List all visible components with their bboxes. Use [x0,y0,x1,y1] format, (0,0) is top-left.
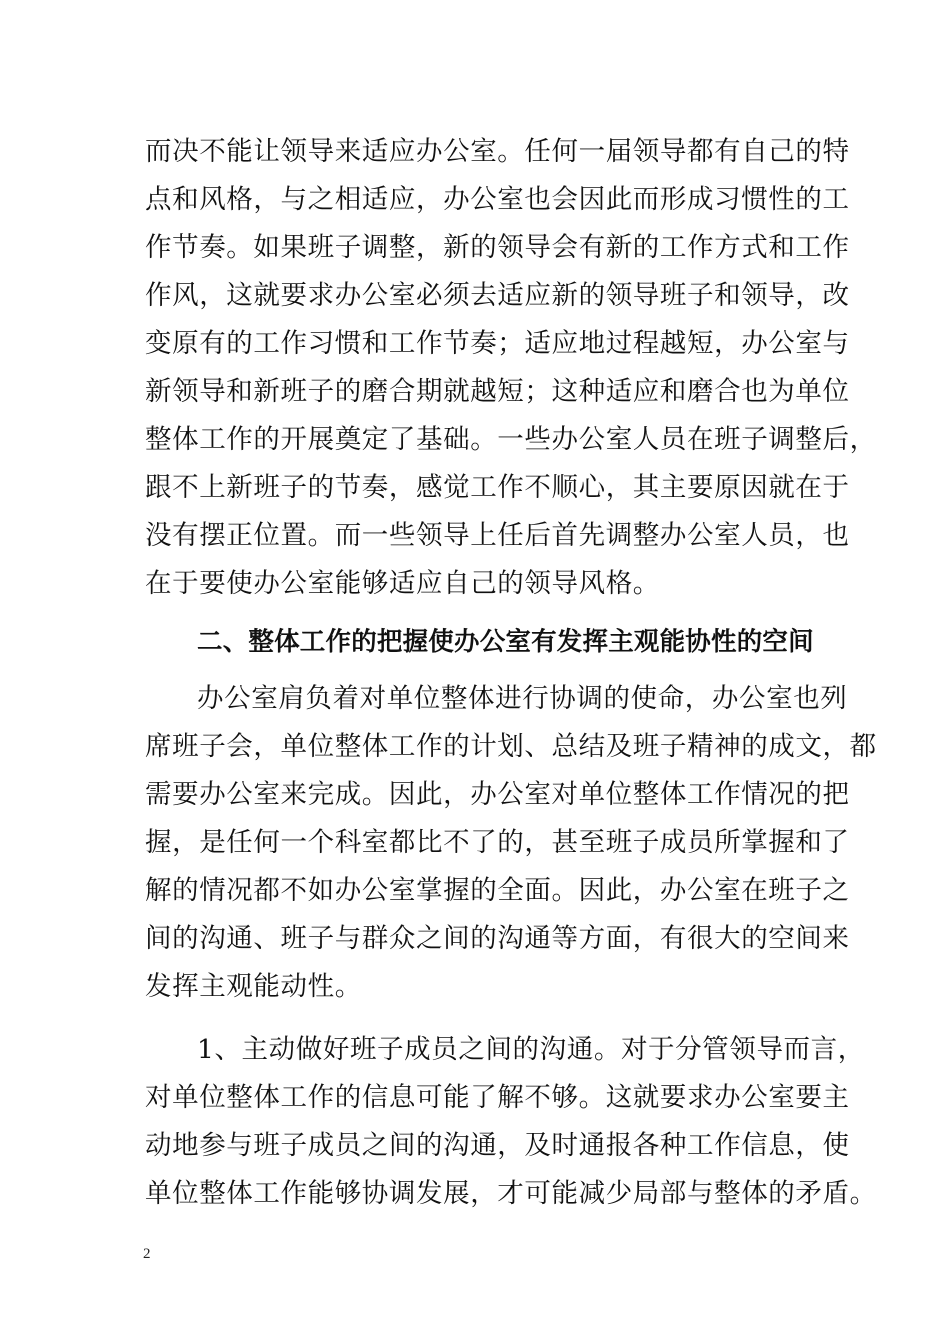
body-text-line: 握，是任何一个科室都比不了的，甚至班子成员所掌握和了 [145,827,850,858]
body-text-line: 发挥主观能动性。 [145,971,362,1002]
body-text-line: 间的沟通、班子与群众之间的沟通等方面，有很大的空间来 [145,923,850,954]
body-text-line: 席班子会，单位整体工作的计划、总结及班子精神的成文，都 [145,731,877,762]
body-text-line: 变原有的工作习惯和工作节奏；适应地过程越短，办公室与 [145,328,850,359]
body-text-line: 点和风格，与之相适应，办公室也会因此而形成习惯性的工 [145,184,850,215]
body-text-line: 作风，这就要求办公室必须去适应新的领导班子和领导，改 [145,280,850,311]
body-text-line: 跟不上新班子的节奏，感觉工作不顺心，其主要原因就在于 [145,472,850,503]
section-heading: 二、整体工作的把握使办公室有发挥主观能协性的空间 [197,627,814,657]
body-text-line: 而决不能让领导来适应办公室。任何一届领导都有自己的特 [145,136,850,167]
body-text-line: 新领导和新班子的磨合期就越短；这种适应和磨合也为单位 [145,376,850,407]
body-text-line: 动地参与班子成员之间的沟通，及时通报各种工作信息，使 [145,1130,850,1161]
body-text-line: 单位整体工作能够协调发展，才可能减少局部与整体的矛盾。 [145,1178,877,1209]
body-text-line: 办公室肩负着对单位整体进行协调的使命，办公室也列 [197,683,848,714]
body-text-line: 对单位整体工作的信息可能了解不够。这就要求办公室要主 [145,1082,850,1113]
body-text-line: 没有摆正位置。而一些领导上任后首先调整办公室人员，也 [145,520,850,551]
body-text-line: 在于要使办公室能够适应自己的领导风格。 [145,568,660,599]
body-text-line: 1、主动做好班子成员之间的沟通。对于分管领导而言， [197,1034,865,1065]
body-text-line: 整体工作的开展奠定了基础。一些办公室人员在班子调整后， [145,424,877,455]
body-text-line: 解的情况都不如办公室掌握的全面。因此，办公室在班子之 [145,875,850,906]
body-text-line: 作节奏。如果班子调整，新的领导会有新的工作方式和工作 [145,232,850,263]
body-text-line: 需要办公室来完成。因此，办公室对单位整体工作情况的把 [145,779,850,810]
page-number: 2 [143,1246,151,1262]
